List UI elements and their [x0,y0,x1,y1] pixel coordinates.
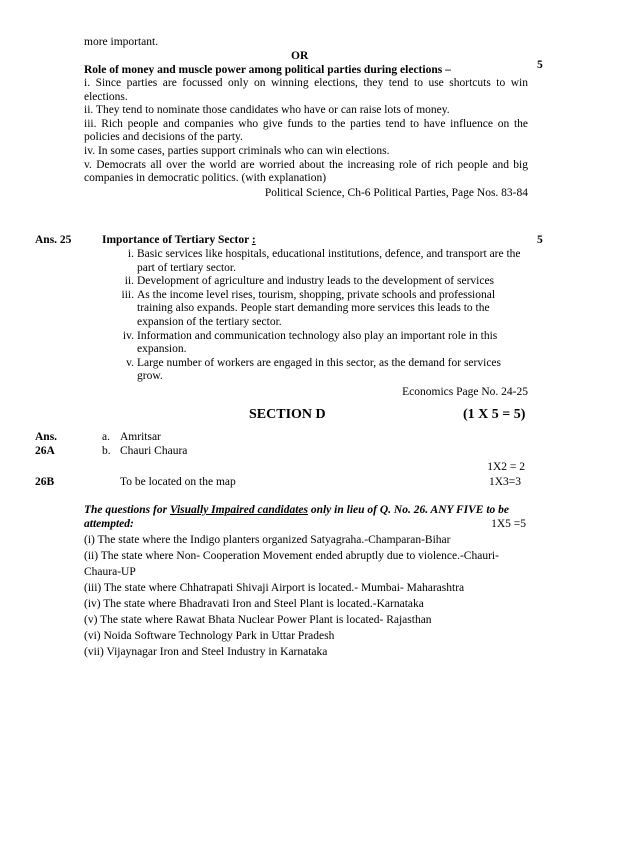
vi-item: (iii) The state where Chhatrapati Shivaji Airport is located.- Mumbai- Maharashtra [84,582,465,594]
q25-points [120,248,525,384]
vi-intro-underlined: Visually Impaired candidates [169,504,308,516]
vi-item: (ii) The state where Non- Cooperation Movement ended abruptly due to violence.-Chauri-Chaura-UP [84,550,499,578]
q26a-item: a. Amritsar [102,431,161,443]
q25-label: Ans. 25 [35,234,72,246]
q24-reference: Political Science, Ch-6 Political Parties, Page Nos. 83-84 [264,187,528,199]
q26a-label: Ans. 26A [35,431,58,457]
q24-point: ii. They tend to nominate those candidates who have or can raise lots of money. [84,104,450,117]
q25-point: iv. Information and communication technology also play an important role in this expansion. [122,329,498,356]
q24-heading-dash: – [445,64,451,76]
vi-marks: 1X5 =5 [491,518,526,530]
vi-intro-pre: The questions for [84,504,168,516]
q25-point: v. Large number of workers are engaged in this sector, as the demand for services grow. [126,356,501,383]
q24-marks: 5 [537,59,543,71]
vi-list [84,532,530,660]
vi-intro-post: only in lieu of Q. No. 26. ANY FIVE to be attempted: [84,504,510,530]
q24-heading [84,64,524,78]
q25-point: i. Basic services like hospitals, educational institutions, defence, and transport are the part of tertiary sector. [127,248,521,274]
q25-reference: Economics Page No. 24-25 [402,386,528,398]
vi-item: (vi) Noida Software Technology Park in Uttar Pradesh [84,630,335,642]
q26b-marks: 1X3=3 [488,476,521,488]
q24-points [84,77,528,186]
q24-continuation: more important. [84,36,159,48]
vi-item: (v) The state where Rawat Bhata Nuclear Power Plant is located- Rajasthan [84,614,432,626]
q24-heading-text: Role of money and muscle power among political parties during elections [84,64,443,76]
q25-heading-colon: : [251,234,256,246]
or-separator: OR [291,50,309,62]
q25-heading [102,234,256,248]
q25-heading-text: Importance of Tertiary Sector [102,234,250,246]
q25-point: iii. As the income level rises, tourism, shopping, private schools and professional training also expands. People start demanding more services this leads to the expansion of the tertiary sector. [121,288,496,328]
q26b-label: 26B [35,476,55,488]
q26a-marks: 1X2 = 2 [487,461,525,473]
section-d-title: SECTION D [249,407,326,422]
q26a-answers [102,431,187,458]
q24-point: i. Since parties are focussed only on winning elections, they tend to use shortcuts to win elections. [84,77,528,103]
vi-item: (iv) The state where Bhadravati Iron and Steel Plant is located.-Karnataka [84,598,424,610]
vi-item: (vii) Vijaynagar Iron and Steel Industry in Karnataka [84,646,328,658]
q24-point: iii. Rich people and companies who give funds to the parties tend to have influence on the policies and decisions of the party. [84,117,528,144]
section-d-marks: (1 X 5 = 5) [463,407,526,422]
q26b-text: To be located on the map [120,476,236,488]
q24-point: v. Democrats all over the world are worried about the increasing role of rich people and big companies in democratic politics. (with explanation) [84,158,528,185]
q24-point: iv. In some cases, parties support criminals who can win elections. [84,144,390,157]
q26a-item: b. Chauri Chaura [102,444,188,457]
vi-item: (i) The state where the Indigo planters organized Satyagraha.-Champaran-Bihar [84,534,451,546]
q25-marks: 5 [537,234,543,246]
q25-point: ii. Development of agriculture and industry leads to the development of services [124,275,495,288]
